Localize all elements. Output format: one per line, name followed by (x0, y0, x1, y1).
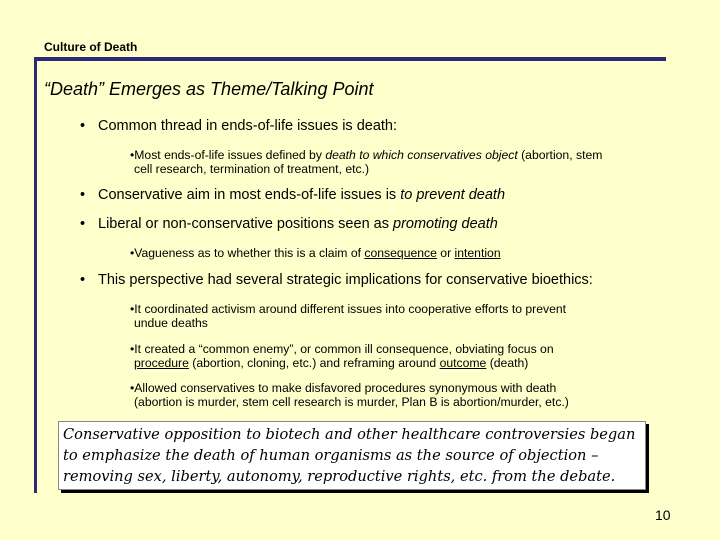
slide-title: “Death” Emerges as Theme/Talking Point (44, 79, 374, 99)
bullet-marker: • (80, 216, 86, 232)
bullet-marker: • (80, 118, 86, 134)
sub-bullet-common-enemy (130, 342, 680, 370)
sub-bullet-marker: • (130, 381, 135, 395)
bullet-text: Conservative aim in most ends-of-life issues is (98, 187, 401, 203)
sub-bullet-marker: • (130, 302, 135, 316)
sub-bullet-text: (death) (486, 356, 529, 370)
bullet-strategic-implications (80, 272, 593, 288)
sub-bullet-text: cell research, termination of treatment, etc.) (134, 162, 370, 176)
sub-bullet-synonymous (130, 381, 680, 409)
bullet-emphasis: promoting death (393, 216, 498, 232)
sub-bullet-text: It coordinated activism around different issues into cooperative efforts to prevent (134, 302, 567, 316)
bullet-text: Liberal or non-conservative positions seen as (98, 216, 393, 232)
sub-bullet-definition (130, 148, 680, 176)
sub-bullet-text: Allowed conservatives to make disfavored procedures synonymous with death (134, 381, 557, 395)
sub-bullet-marker: • (130, 342, 135, 356)
bullet-conservative-aim (80, 187, 505, 203)
page-number: 10 (655, 507, 671, 523)
underlined-term: outcome (439, 356, 487, 370)
sub-bullet-marker: • (130, 148, 135, 162)
header-rule (34, 57, 666, 61)
sub-bullet-text: Most ends-of-life issues defined by (134, 148, 326, 162)
sub-bullet-text: (abortion, stem (517, 148, 603, 162)
bullet-text: This perspective had several strategic implications for conservative bioethics: (98, 272, 593, 288)
sub-bullet-marker: • (130, 246, 135, 260)
bullet-marker: • (80, 272, 86, 288)
bullet-marker: • (80, 187, 86, 203)
sub-bullet-text: Vagueness as to whether this is a claim of (134, 246, 365, 260)
sub-bullet-text: It created a “common enemy”, or common ill consequence, obviating focus on (134, 342, 554, 356)
sub-bullet-text: (abortion, cloning, etc.) and reframing around (188, 356, 440, 370)
left-rule (34, 61, 37, 493)
callout-box: Conservative opposition to biotech and other healthcare controversies began to emphasize the death of human organisms as the source of objection – removing sex, liberty, autonomy, reproductive rights, etc. from the debate. (58, 421, 646, 490)
bullet-emphasis: to prevent death (400, 187, 506, 203)
bullet-liberal-positions (80, 216, 498, 232)
sub-bullet-text: or (436, 246, 455, 260)
bullet-text: Common thread in ends-of-life issues is death: (98, 118, 398, 134)
underlined-term: intention (454, 246, 501, 260)
sub-bullet-vagueness (130, 246, 680, 260)
slide-header: Culture of Death (44, 40, 138, 54)
sub-bullet-emphasis: death to which conservatives object (325, 148, 518, 162)
sub-bullet-coordinated (130, 302, 680, 330)
bullet-common-thread (80, 118, 397, 134)
sub-bullet-text: (abortion is murder, stem cell research is murder, Plan B is abortion/murder, etc.) (134, 395, 569, 409)
underlined-term: consequence (364, 246, 437, 260)
sub-bullet-text: undue deaths (134, 316, 208, 330)
underlined-term: procedure (134, 356, 189, 370)
